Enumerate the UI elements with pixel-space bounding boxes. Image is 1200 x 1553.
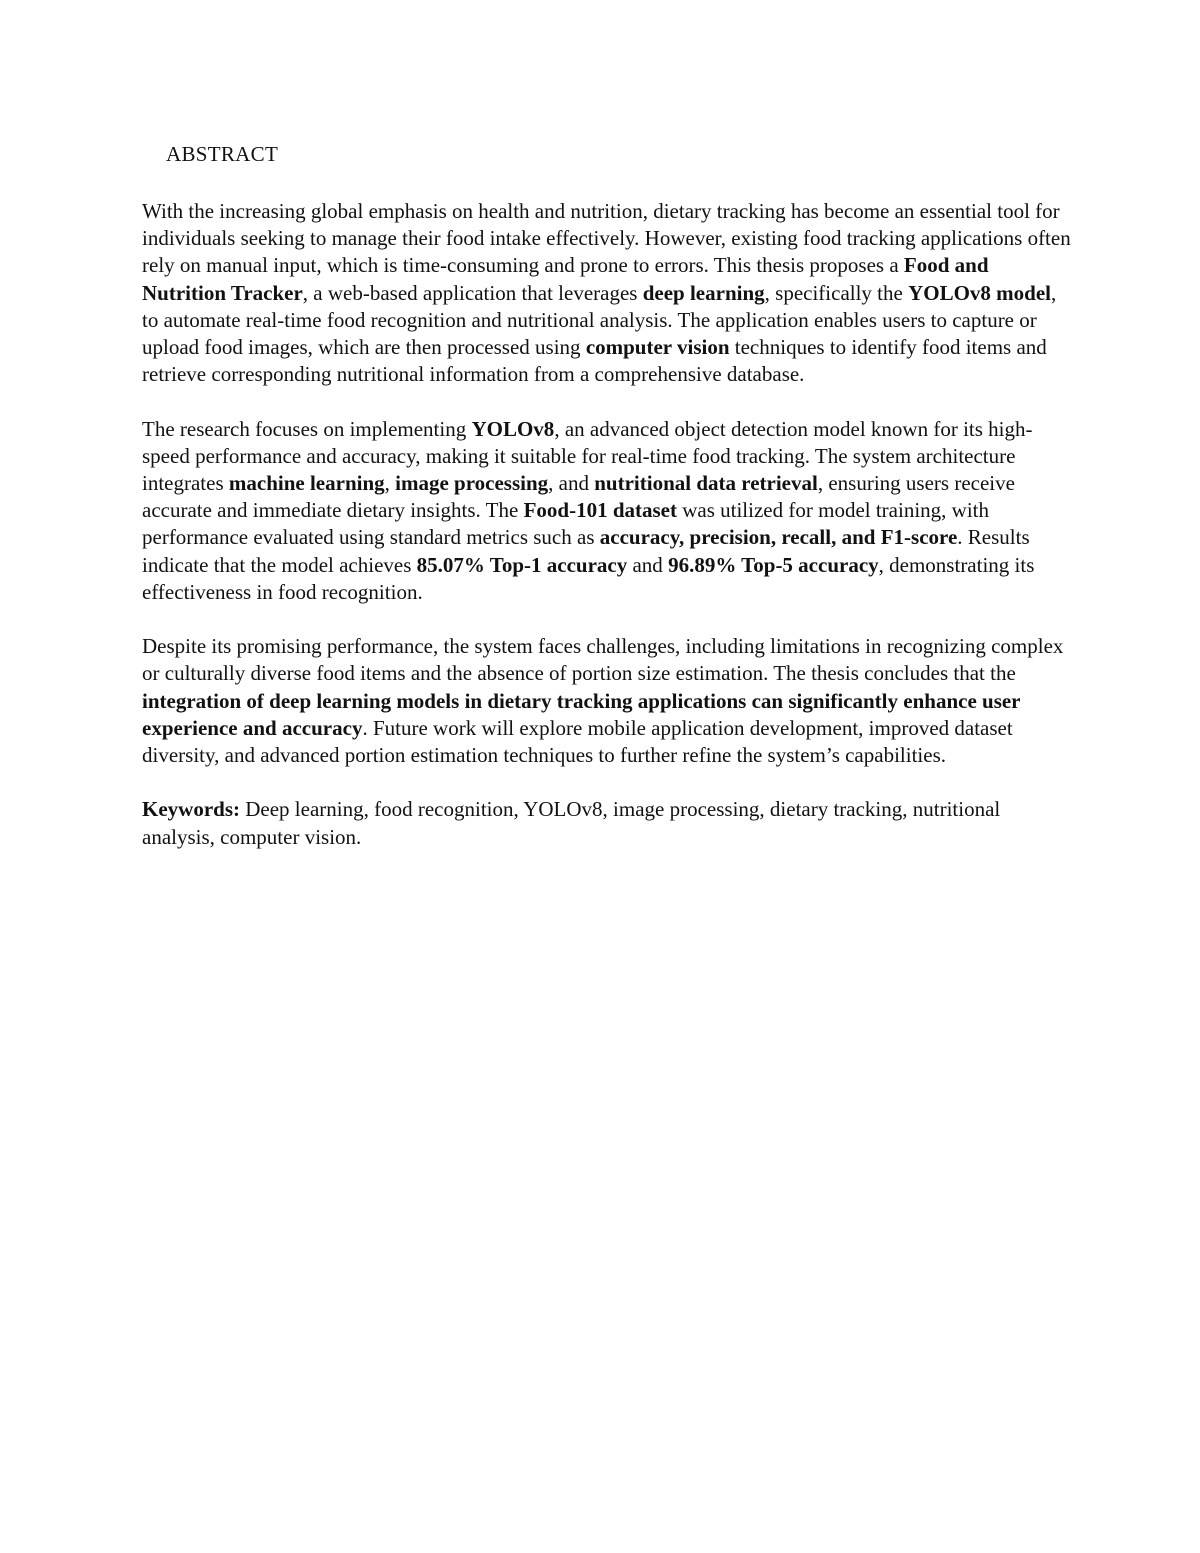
bold-term: machine learning (228, 471, 385, 496)
abstract-body (142, 198, 1072, 878)
bold-term: 96.89% Top-5 accuracy (668, 552, 879, 577)
bold-term: nutritional data retrieval (594, 471, 818, 496)
bold-term: deep learning (642, 280, 765, 305)
text-span: , an advanced object detection model known for its high-speed performance and accuracy, making it suitable for real-time food tracking. The system architecture integrates (142, 416, 1033, 496)
paragraph-intro (142, 198, 1072, 388)
bold-term: image processing (395, 471, 549, 496)
text-span: , (384, 471, 396, 496)
text-span: Despite its promising performance, the system faces challenges, including limitations in recognizing complex or culturally diverse food items and the absence of portion size estimation. The thesis concludes that the (142, 634, 1064, 686)
paragraph-research (142, 416, 1072, 606)
bold-term: Food and Nutrition Tracker (142, 253, 989, 305)
text-span: , specifically the (764, 280, 909, 305)
text-span: , ensuring users receive accurate and immediate dietary insights. The (142, 471, 1015, 523)
abstract-heading: ABSTRACT (166, 142, 279, 166)
text-span: , a web-based application that leverages (302, 280, 643, 305)
text-span: was utilized for model training, with performance evaluated using standard metrics such as (142, 498, 990, 550)
text-span: . Results indicate that the model achieves (142, 525, 1030, 577)
bold-term: computer vision (585, 335, 730, 360)
text-span: techniques to identify food items and retrieve corresponding nutritional information from a comprehensive database. (142, 335, 1047, 387)
text-span: With the increasing global emphasis on health and nutrition, dietary tracking has become an essential tool for individuals seeking to manage their food intake effectively. However, existing food tracking applications often rely on manual input, which is time-consuming and prone to errors. This thesis proposes a (142, 199, 1071, 278)
text-span: , and (548, 471, 595, 496)
bold-term: accuracy, precision, recall, and F1-score (599, 525, 958, 550)
bold-term: Food-101 dataset (523, 498, 677, 523)
paragraph-keywords (142, 796, 1072, 850)
text-span: , demonstrating its effectiveness in food recognition. (142, 552, 1035, 604)
text-span: . Future work will explore mobile application development, improved dataset diversity, and advanced portion estimation techniques to further refine the system’s capabilities. (142, 715, 1013, 768)
paragraph-conclusion (142, 633, 1072, 769)
keywords-label: Keywords: (142, 797, 240, 822)
bold-term: YOLOv8 (471, 416, 555, 441)
text-span: The research focuses on implementing (142, 416, 472, 441)
bold-term: 85.07% Top-1 accuracy (416, 552, 628, 577)
bold-term: integration of deep learning models in dietary tracking applications can significantly enhance user experience and accuracy (142, 688, 1021, 740)
text-span: , to automate real-time food recognition and nutritional analysis. The application enables users to capture or upload food images, which are then processed using (142, 280, 1057, 360)
text-span: and (627, 552, 669, 577)
bold-term: YOLOv8 model (908, 280, 1052, 305)
keywords-list: Deep learning, food recognition, YOLOv8, image processing, dietary tracking, nutritional analysis, computer vision. (142, 797, 1001, 849)
